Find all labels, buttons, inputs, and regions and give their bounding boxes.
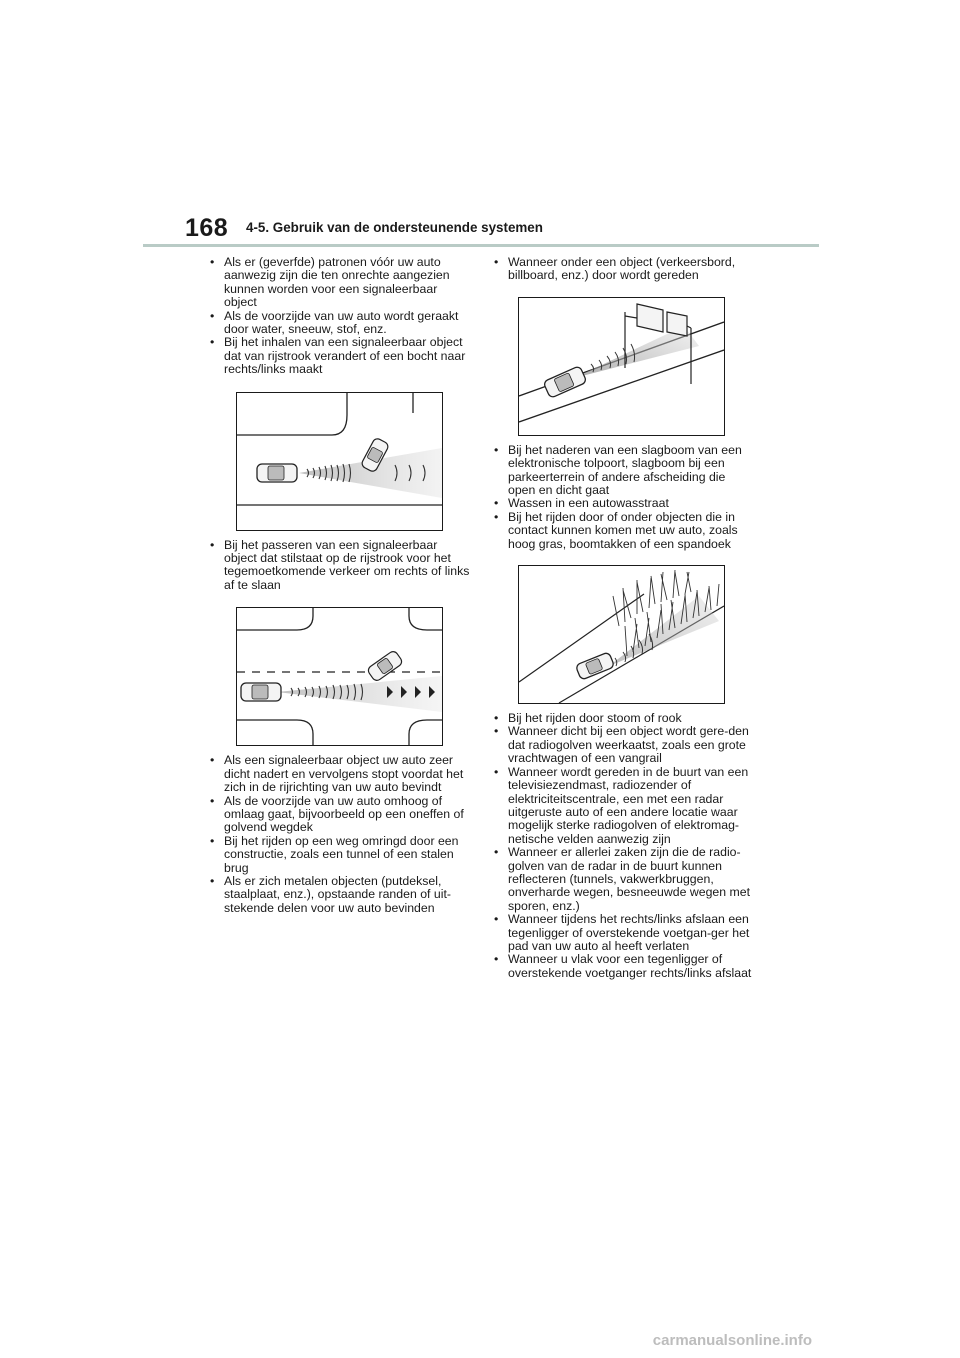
figure-stopped-turning-car xyxy=(236,607,443,746)
figure-tall-grass xyxy=(518,565,725,704)
own-car xyxy=(257,464,297,482)
own-car xyxy=(241,683,281,701)
page-number: 168 xyxy=(185,214,229,242)
list-item: • Bij het inhalen van een signaleerbaar object dat van rijstrook verandert of een bocht naar rechts/links maakt xyxy=(210,336,472,376)
bullet-list-right-2 xyxy=(494,444,756,551)
right-column xyxy=(494,256,756,980)
list-item: • Als de voorzijde van uw auto wordt geraakt door water, sneeuw, stof, enz. xyxy=(210,310,472,337)
header-rule xyxy=(143,244,819,247)
list-item: • Bij het passeren van een signaleerbaar object dat stilstaat op de rijstrook voor het tegemoetkomende verkeer om rechts of links af te slaan xyxy=(210,539,472,593)
bullet-list-right-3 xyxy=(494,712,756,980)
figure-overhead-sign xyxy=(518,297,725,436)
section-title: 4-5. Gebruik van de ondersteunende systemen xyxy=(246,220,543,235)
bullet-list-left-1 xyxy=(210,256,472,377)
bullet-list-right-1 xyxy=(494,256,756,283)
left-column xyxy=(210,256,472,915)
list-item: • Als er zich metalen objecten (putdeksel, staalplaat, enz.), opstaande randen of uit-stekende delen voor uw auto bevinden xyxy=(210,875,472,915)
list-item: • Als een signaleerbaar object uw auto zeer dicht nadert en vervolgens stopt voordat het zich in de rijrichting van uw auto bevindt xyxy=(210,754,472,794)
list-item: • Wassen in een autowasstraat xyxy=(494,497,756,510)
watermark: carmanualsonline.info xyxy=(652,1332,812,1349)
list-item: • Bij het naderen van een slagboom van een elektronische tolpoort, slagboom bij een parkeerterrein of andere afscheiding die open en dicht gaat xyxy=(494,444,756,498)
list-item: • Wanneer tijdens het rechts/links afslaan een tegenligger of overstekende voetgan-ger het pad van uw auto al heeft verlaten xyxy=(494,913,756,953)
target-car xyxy=(366,650,403,683)
list-item: • Als de voorzijde van uw auto omhoog of omlaag gaat, bijvoorbeeld op een oneffen of golvend wegdek xyxy=(210,795,472,835)
own-car xyxy=(543,365,587,398)
figure-lane-change-turn xyxy=(236,392,443,531)
bullet-list-left-2 xyxy=(210,539,472,593)
list-item: • Bij het rijden door stoom of rook xyxy=(494,712,756,725)
own-car xyxy=(575,652,614,680)
list-item: • Bij het rijden op een weg omringd door een constructie, zoals een tunnel of een stalen brug xyxy=(210,835,472,875)
list-item: • Bij het rijden door of onder objecten die in contact kunnen komen met uw auto, zoals hoog gras, boomtakken of een spandoek xyxy=(494,511,756,551)
list-item: • Wanneer dicht bij een object wordt gere-den dat radiogolven weerkaatst, zoals een grote vrachtwagen of een vangrail xyxy=(494,725,756,765)
list-item: • Wanneer u vlak voor een tegenligger of overstekende voetganger rechts/links afslaat xyxy=(494,953,756,980)
bullet-list-left-3 xyxy=(210,754,472,915)
list-item: • Wanneer er allerlei zaken zijn die de radio-golven van de radar in de buurt kunnen reflecteren (tunnels, vakwerkbruggen, onverharde wegen, besneeuwde wegen met sporen, enz.) xyxy=(494,846,756,913)
list-item: • Wanneer onder een object (verkeersbord, billboard, enz.) door wordt gereden xyxy=(494,256,756,283)
list-item: • Wanneer wordt gereden in de buurt van een televisiezendmast, radiozender of elektriciteitscentrale, een met een radar uitgeruste auto of een andere locatie waar mogelijk sterke radiogolven of elektromag-netische velden aanwezig zijn xyxy=(494,766,756,846)
list-item: • Als er (geverfde) patronen vóór uw auto aanwezig zijn die ten onrechte aangezien kunnen worden voor een signaleerbaar object xyxy=(210,256,472,310)
